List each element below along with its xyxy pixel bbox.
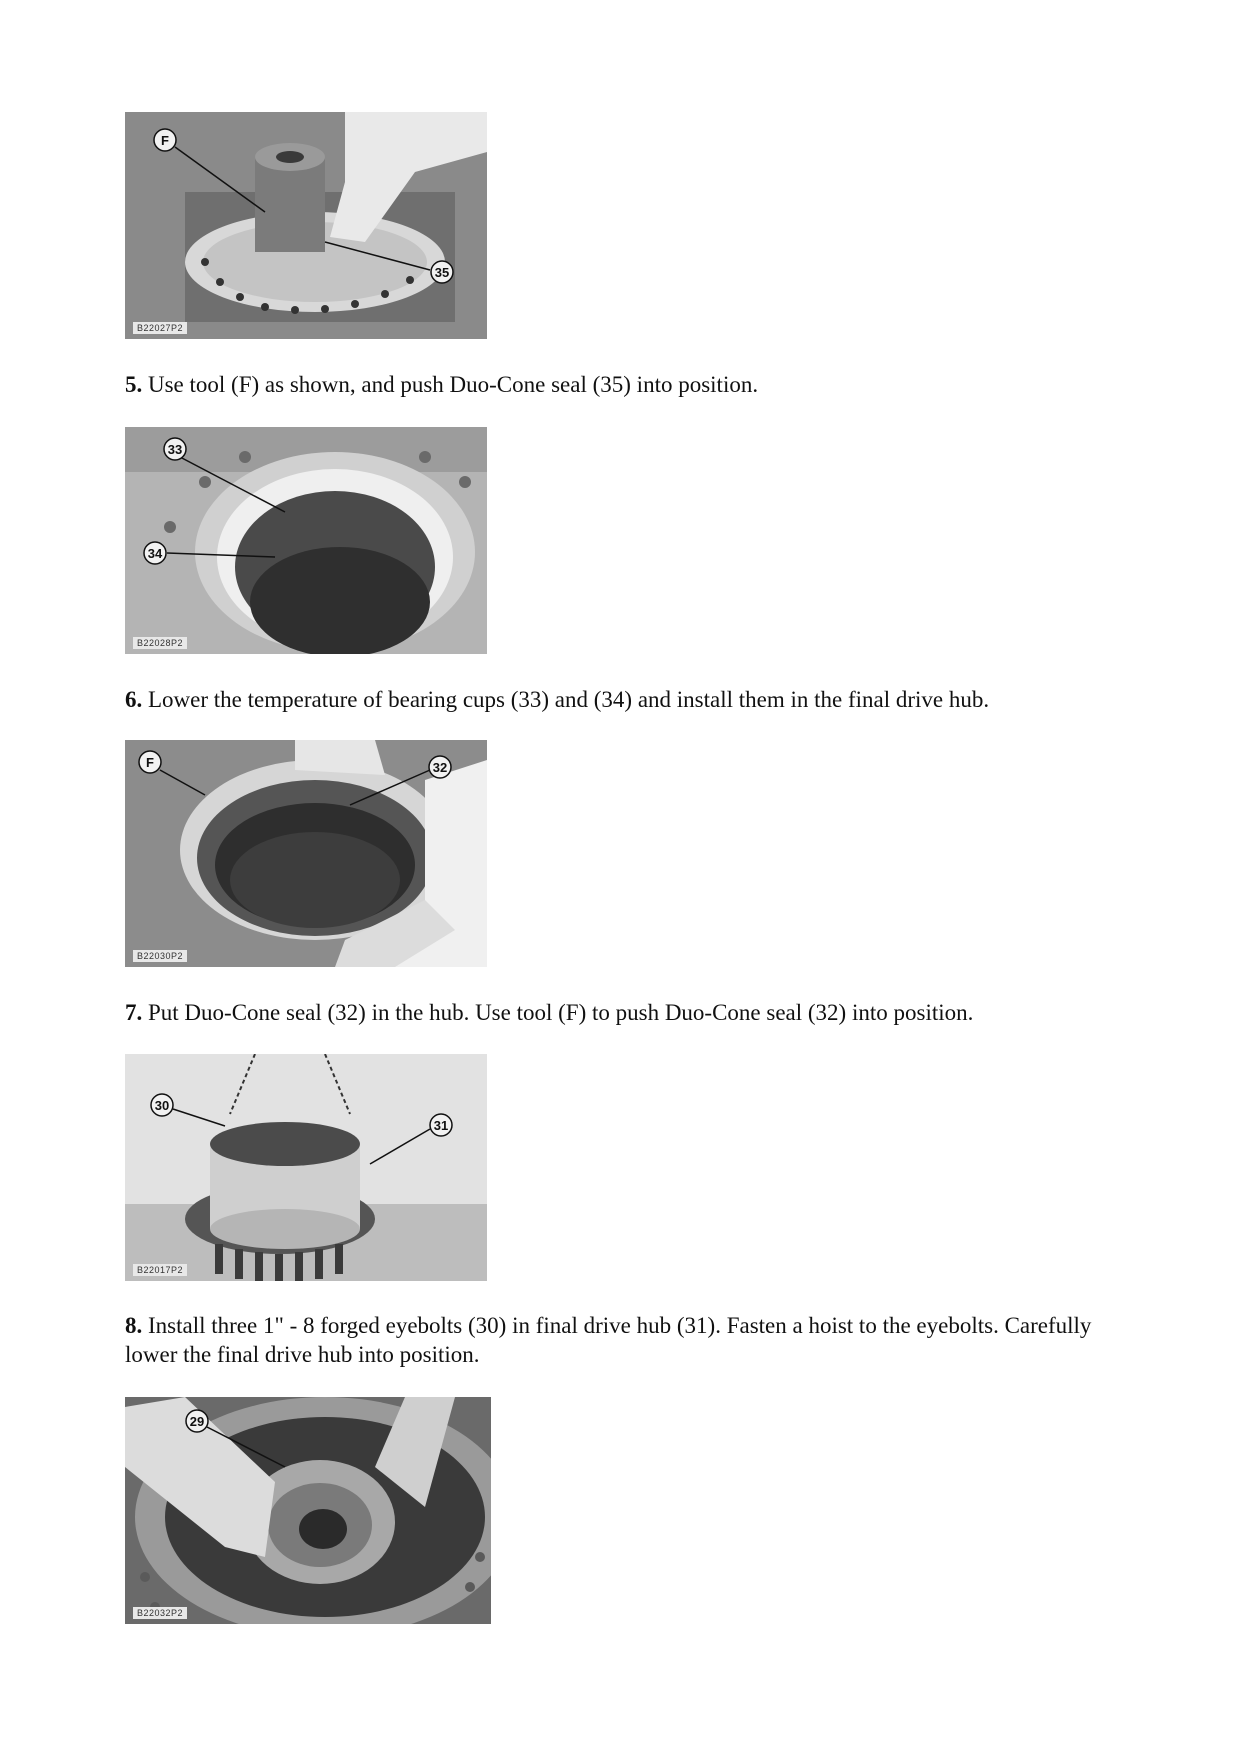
callout-33: 33	[167, 442, 183, 457]
step-number: 8.	[125, 1313, 143, 1338]
callout-29: 29	[189, 1414, 205, 1429]
step-number: 5.	[125, 372, 143, 397]
step-8	[125, 1311, 1125, 1369]
callout-f: F	[146, 755, 154, 770]
callout-31: 31	[433, 1118, 449, 1133]
callout-30: 30	[154, 1098, 170, 1113]
figure-code: B22028P2	[133, 637, 187, 649]
figure-code: B22030P2	[133, 950, 187, 962]
figure-2-photo	[125, 427, 487, 654]
figure-code: B22027P2	[133, 322, 187, 334]
step-text: Install three 1" - 8 forged eyebolts (30) in final drive hub (31). Fasten a hoist to the eyebolts. Carefully lower the final drive hub into position.	[125, 1313, 1092, 1367]
callout-f: F	[161, 133, 169, 148]
figure-3-photo	[125, 740, 487, 967]
figure-5-photo	[125, 1397, 491, 1624]
step-6	[125, 685, 1125, 714]
callout-32: 32	[432, 760, 448, 775]
figure-code: B22017P2	[133, 1264, 187, 1276]
step-7	[125, 998, 1125, 1027]
step-text: Use tool (F) as shown, and push Duo-Cone seal (35) into position.	[148, 372, 759, 397]
step-text: Lower the temperature of bearing cups (33) and (34) and install them in the final drive hub.	[148, 687, 990, 712]
step-number: 7.	[125, 1000, 143, 1025]
callout-34: 34	[147, 546, 163, 561]
callout-35: 35	[434, 265, 450, 280]
step-number: 6.	[125, 687, 143, 712]
step-5	[125, 370, 1125, 399]
step-text: Put Duo-Cone seal (32) in the hub. Use tool (F) to push Duo-Cone seal (32) into position.	[148, 1000, 974, 1025]
figure-code: B22032P2	[133, 1607, 187, 1619]
figure-1-photo	[125, 112, 487, 339]
figure-4-photo	[125, 1054, 487, 1281]
